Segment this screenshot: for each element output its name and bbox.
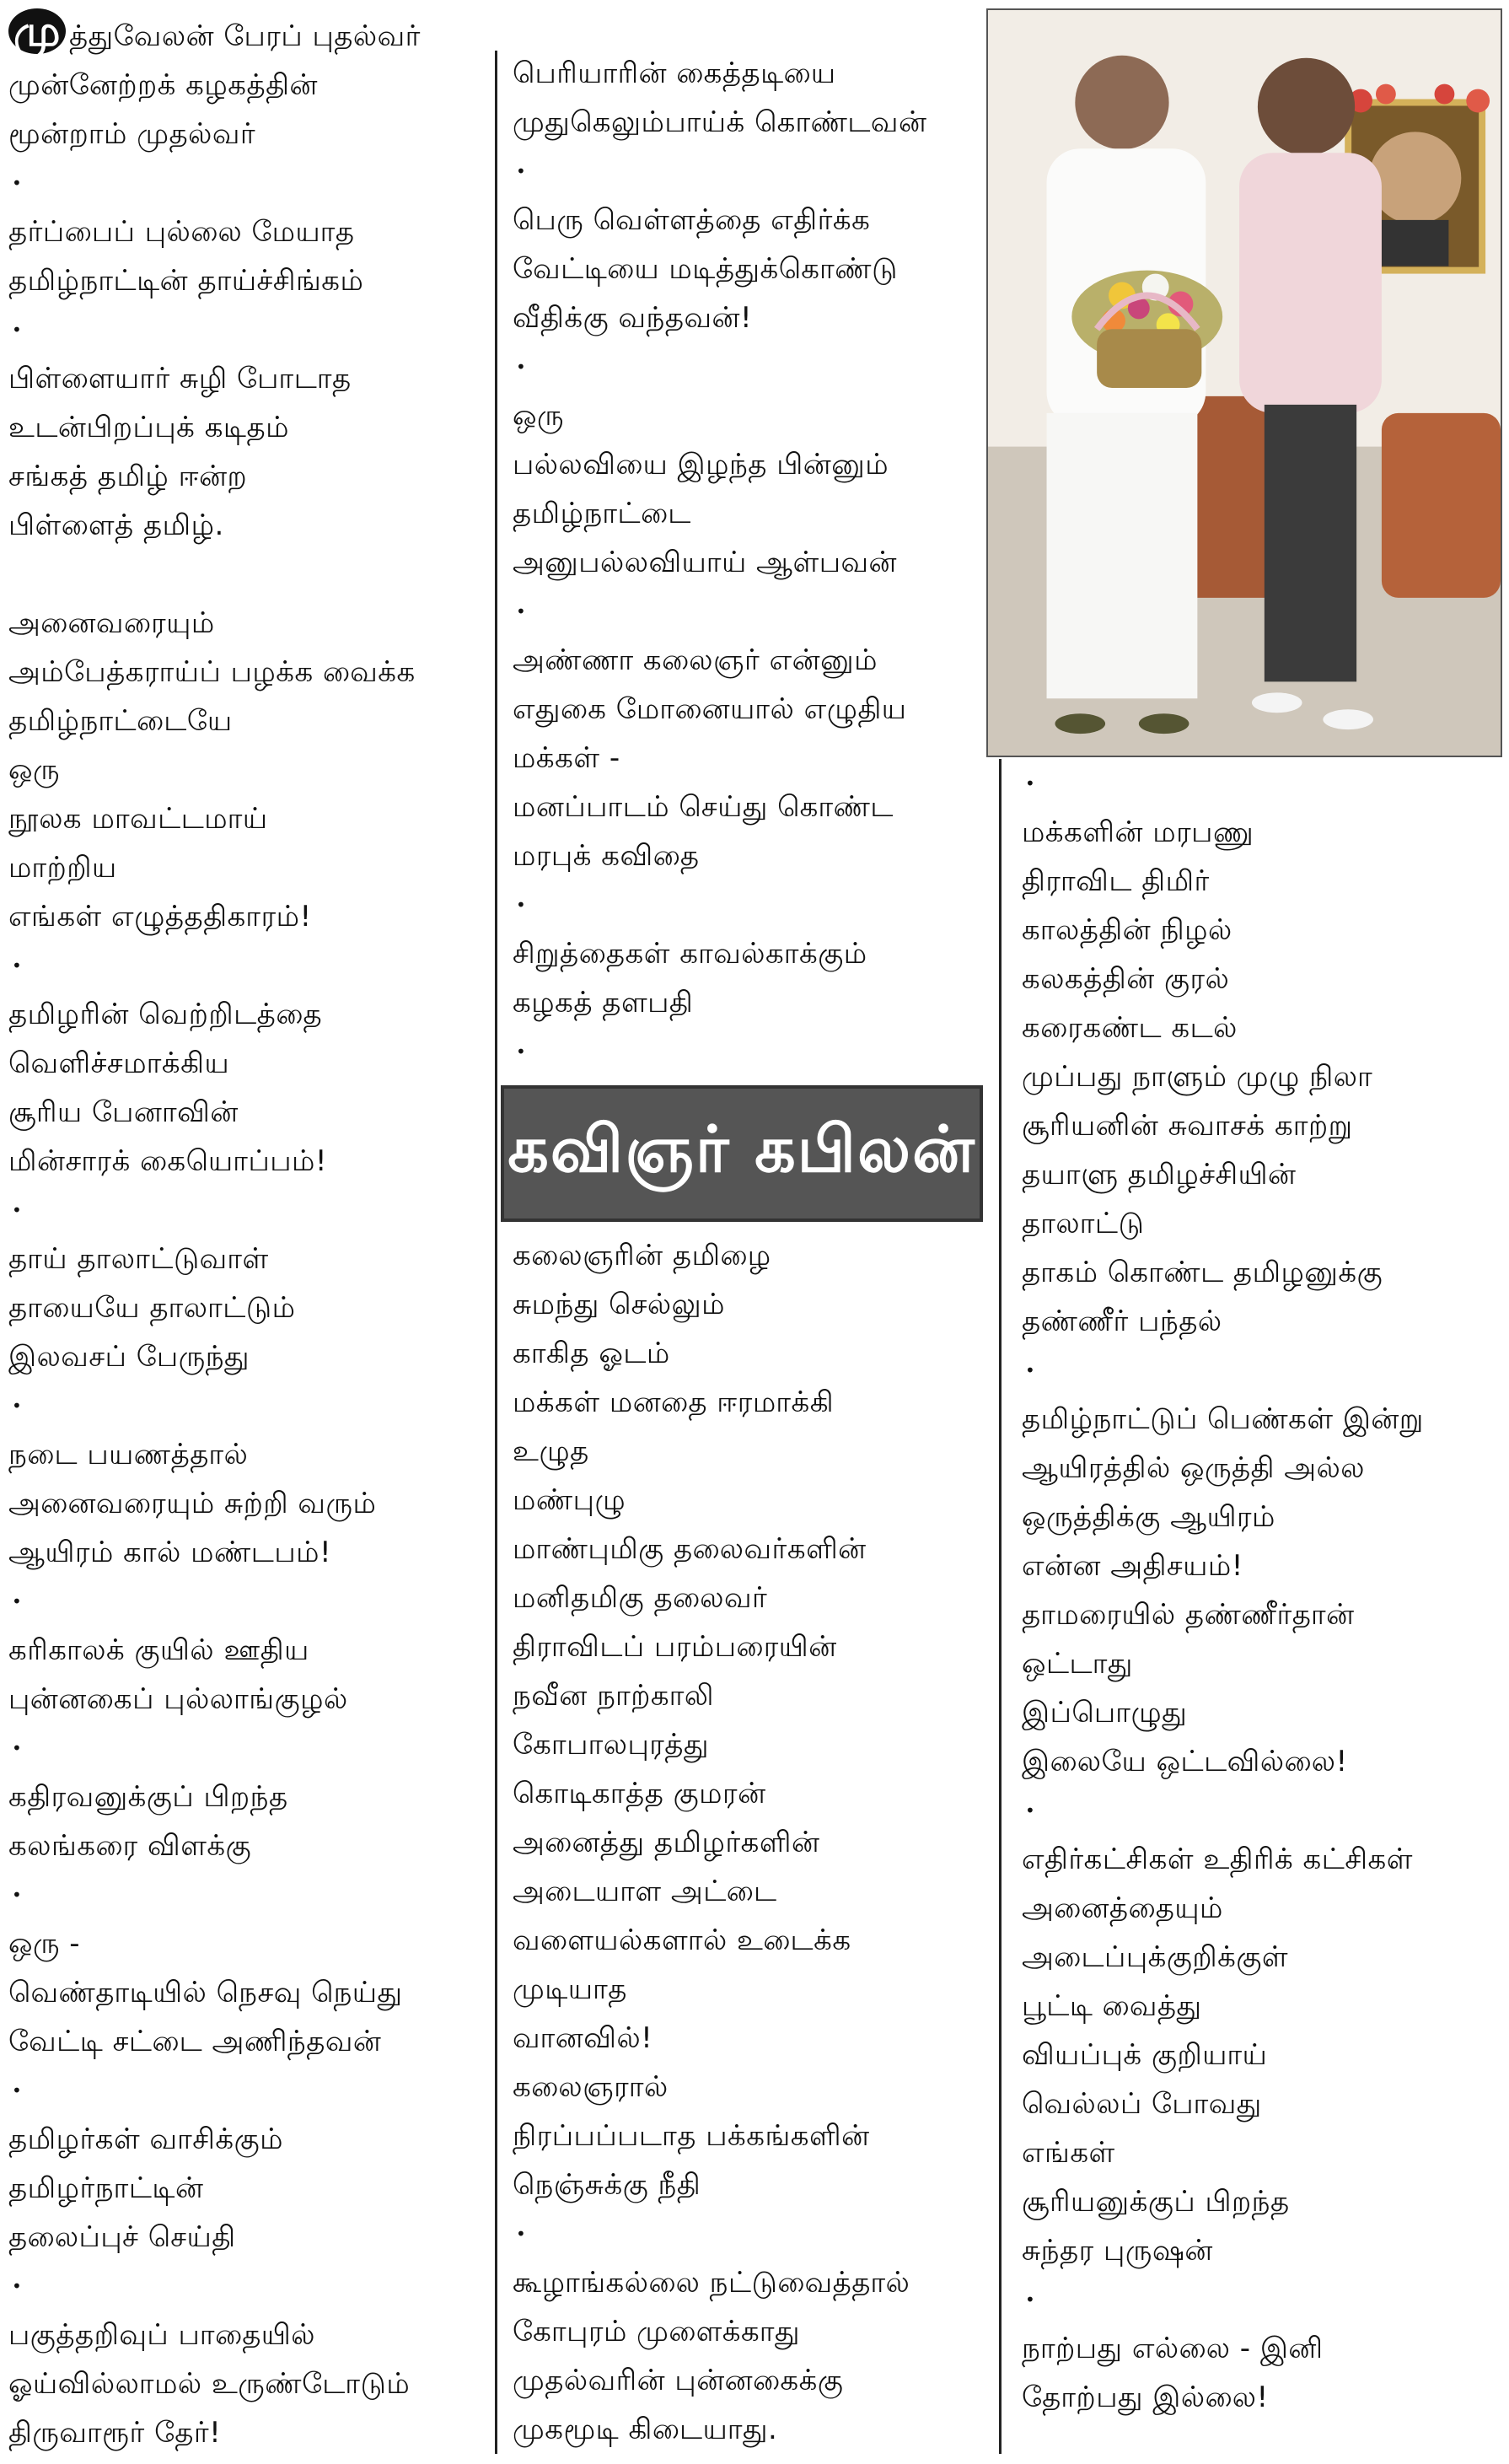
poem-line: வியப்புக் குறியாய் [1022, 2038, 1268, 2072]
poem-stanza [8, 1186, 481, 1381]
poem-line: தர்ப்பைப் புல்லை மேயாத [8, 215, 355, 249]
poet-byline-banner: கவிஞர் கபிலன் [501, 1085, 983, 1222]
poem-line: கொடிகாத்த குமரன் [513, 1777, 766, 1810]
poem-line: அனைவரையும் [8, 606, 215, 640]
poem-line: மரபுக் கவிதை [513, 839, 700, 873]
poem-line: சங்கத் தமிழ் ஈன்ற [8, 460, 248, 493]
poem-line: பூட்டி வைத்து [1022, 1989, 1202, 2023]
poem-line: மக்கள் - [513, 741, 620, 775]
poem-line: முடியாத [513, 1972, 627, 2006]
poem-line: திருவாரூர் தேர்! [8, 2416, 222, 2450]
poem-stanza [8, 159, 481, 305]
poem-line: ஆயிரம் கால் மண்டபம்! [8, 1536, 332, 1569]
poem-line: கரிகாலக் குயில் ஊதிய [8, 1633, 309, 1667]
poem-line: தண்ணீர் பந்தல் [1022, 1305, 1222, 1338]
poem-line: கோபாலபுரத்து [513, 1728, 709, 1762]
poem-line: திராவிடப் பரம்பரையின் [513, 1630, 837, 1664]
poem-line: காலத்தின் நிழல் [1022, 913, 1232, 947]
poem-line: அனைத்தையும் [1022, 1891, 1223, 1925]
poem-stanza [8, 2066, 481, 2262]
poem-line: நெஞ்சுக்கு நீதி [513, 2168, 701, 2202]
poem-line: பிள்ளைத் தமிழ். [8, 508, 224, 542]
poem-line: கோபுரம் முளைக்காது [513, 2315, 801, 2348]
poem-line: சிறுத்தைகள் காவல்காக்கும் [513, 937, 867, 971]
poem-line: எங்கள் எழுத்ததிகாரம்! [8, 900, 312, 933]
poem-line: சுந்தர புருஷன் [1022, 2234, 1213, 2268]
poem-line: நவீன நாற்காலி [513, 1679, 714, 1713]
poem-line: தோற்பது இல்லை! [1022, 2381, 1269, 2414]
poem-line [8, 8, 481, 61]
stanza-bullet: • [12, 1738, 22, 1758]
poem-line: மாற்றிய [8, 851, 117, 885]
poem-line: கலைஞரால் [513, 2070, 669, 2104]
stanza-bullet: • [516, 2224, 526, 2244]
poem-line: புன்னகைப் புல்லாங்குழல் [8, 1682, 348, 1716]
poem-stanza [8, 1577, 481, 1724]
poem-line: அனுபல்லவியாய் ஆள்பவன் [513, 546, 898, 579]
poem-line: பெரியாரின் கைத்தடியை [513, 56, 836, 90]
column-divider [495, 51, 497, 2454]
poem-line: வேட்டி சட்டை அணிந்தவன் [8, 2025, 382, 2058]
poem-line: பிள்ளையார் சுழி போடாத [8, 362, 352, 395]
stanza-bullet: • [516, 161, 526, 181]
poem-line: தமிழர்கள் வாசிக்கும் [8, 2122, 284, 2156]
poem-stanza [1022, 1786, 1502, 2275]
poem-stanza [8, 550, 481, 941]
stanza-bullet: • [12, 1885, 22, 1905]
poem-line: முன்னேற்றக் கழகத்தின் [8, 68, 319, 102]
poem-line: கழகத் தளபதி [513, 986, 694, 1019]
poem-line: தமிழ்நாட்டின் தாய்ச்சிங்கம் [8, 264, 364, 298]
poem-line: எதிர்கட்சிகள் உதிரிக் கட்சிகள் [1022, 1843, 1413, 1876]
poem-stanza [513, 147, 985, 342]
poem-stanza [8, 1870, 481, 2066]
poem-line: கலங்கரை விளக்கு [8, 1829, 252, 1863]
stanza-bullet: • [516, 357, 526, 377]
poem-stanza [1022, 759, 1502, 1346]
poem-line: மக்களின் மரபணு [1022, 815, 1254, 849]
poem-line: தாமரையில் தண்ணீர்தான் [1022, 1598, 1355, 1632]
poem-line: பெரு வெள்ளத்தை எதிர்க்க [513, 203, 871, 237]
stanza-bullet: • [12, 1591, 22, 1611]
poem-line: அம்பேத்கராய்ப் பழக்க வைக்க [8, 655, 416, 689]
poem-line: கலைஞரின் தமிழை [513, 1239, 771, 1272]
poem-line: முப்பது நாளும் முழு நிலா [1022, 1060, 1373, 1094]
poem-line: என்ன அதிசயம்! [1022, 1549, 1243, 1583]
poem-line: நிரப்பப்படாத பக்கங்களின் [513, 2119, 870, 2153]
poem-line: ஒருத்திக்கு ஆயிரம் [1022, 1500, 1275, 1534]
stanza-bullet: • [12, 955, 22, 976]
poem-line: ஒரு [8, 753, 60, 787]
poem-line: சூரிய பேனாவின் [8, 1095, 239, 1129]
poem-line: அனைத்து தமிழர்களின் [513, 1826, 820, 1859]
stanza-bullet: • [516, 1041, 526, 1062]
poem-line: அண்ணா கலைஞர் என்னும் [513, 643, 878, 677]
poem-line: நூலக மாவட்டமாய் [8, 802, 268, 836]
poem-line: வேட்டியை மடித்துக்கொண்டு [513, 252, 898, 286]
poem-line: முகமூடி கிடையாது. [513, 2413, 778, 2446]
poem-stanza [8, 1381, 481, 1577]
poem-line: தாலாட்டு [1022, 1207, 1145, 1240]
poem-line: வீதிக்கு வந்தவன்! [513, 301, 753, 335]
poem-line: தமிழர்நாட்டின் [8, 2171, 204, 2205]
stanza-gap [8, 550, 481, 599]
photo-chief-minister-greeting-poet [986, 8, 1502, 757]
poem-stanza [8, 1724, 481, 1870]
stanza-bullet: • [12, 1396, 22, 1416]
poem-stanza [8, 2262, 481, 2457]
stanza-bullet: • [12, 1200, 22, 1220]
poem-line: கரைகண்ட கடல் [1022, 1011, 1238, 1045]
poem-line: இப்பொழுது [1022, 1696, 1188, 1730]
poem-line: ஒரு - [8, 1927, 81, 1961]
poem-line: கதிரவனுக்குப் பிறந்த [8, 1780, 288, 1814]
poem-line: நாற்பது எல்லை - இனி [1022, 2332, 1324, 2365]
poem-line: தயாளு தமிழச்சியின் [1022, 1158, 1297, 1192]
poem-line: வெளிச்சமாக்கிய [8, 1046, 230, 1080]
poem-line: முதல்வரின் புன்னகைக்கு [513, 2364, 844, 2397]
stanza-bullet: • [1025, 1800, 1035, 1821]
poem-line: சூரியனுக்குப் பிறந்த [1022, 2185, 1290, 2219]
poem-line: உடன்பிறப்புக் கடிதம் [8, 411, 290, 444]
stanza-bullet: • [1025, 1360, 1035, 1380]
poem-stanza [1022, 2275, 1502, 2422]
poem-stanza [8, 941, 481, 1186]
poem-line: தலைப்புச் செய்தி [8, 2220, 236, 2254]
poem-line: காகித ஓடம் [513, 1337, 670, 1370]
poem-line: மனிதமிகு தலைவர் [513, 1581, 768, 1615]
poem-stanza [513, 49, 985, 147]
poem-line: அடையாள அட்டை [513, 1875, 777, 1908]
column-divider [999, 759, 1002, 2454]
poem-line: அனைவரையும் சுற்றி வரும் [8, 1487, 377, 1520]
poem-line: ஒட்டாது [1022, 1647, 1133, 1681]
poem-stanza [513, 880, 985, 1027]
poem-line: எதுகை மோனையால் எழுதிய [513, 692, 907, 726]
poem-line: மாண்புமிகு தலைவர்களின் [513, 1532, 867, 1566]
poem-line: இலவசப் பேருந்து [8, 1340, 250, 1374]
poem-line-text: த்துவேலன் பேரப் புதல்வர் [69, 19, 421, 53]
poem-column-2-continued [513, 1231, 910, 2454]
poem-line: மக்கள் மனதை ஈரமாக்கி [513, 1385, 835, 1419]
stanza-bullet: • [12, 320, 22, 340]
poem-line: மின்சாரக் கையொப்பம்! [8, 1144, 328, 1178]
poem-stanza [513, 1027, 985, 1076]
poem-line: பல்லவியை இழந்த பின்னும் [513, 448, 889, 482]
poem-line: தாகம் கொண்ட தமிழனுக்கு [1022, 1256, 1383, 1289]
poem-line: கலகத்தின் குரல் [1022, 962, 1230, 996]
poem-line: வெண்தாடியில் நெசவு நெய்து [8, 1976, 403, 2009]
poem-line: தமிழ்நாட்டுப் பெண்கள் இன்று [1022, 1402, 1424, 1436]
poem-stanza [1022, 1346, 1502, 1786]
poem-line: எங்கள் [1022, 2136, 1115, 2170]
poem-stanza [513, 587, 985, 880]
poem-line: நடை பயணத்தால் [8, 1438, 249, 1471]
poem-line: ஓய்வில்லாமல் உருண்டோடும் [8, 2367, 411, 2401]
poem-line: அடைப்புக்குறிக்குள் [1022, 1940, 1289, 1974]
poem-line: ஆயிரத்தில் ஒருத்தி அல்ல [1022, 1451, 1366, 1485]
poem-line: திராவிட திமிர் [1022, 864, 1210, 898]
stanza-bullet: • [516, 895, 526, 915]
poem-line: மண்புழு [513, 1483, 626, 1517]
stanza-bullet: • [1025, 2289, 1035, 2310]
poem-line: வளையல்களால் உடைக்க [513, 1923, 851, 1957]
drop-cap: மு [8, 8, 66, 54]
poem-column-1 [8, 0, 481, 2457]
stanza-bullet: • [12, 2276, 22, 2296]
poem-stanza [513, 2209, 910, 2454]
poem-line: தமிழரின் வெற்றிடத்தை [8, 998, 323, 1031]
stanza-bullet: • [516, 601, 526, 621]
poem-line: இலையே ஒட்டவில்லை! [1022, 1745, 1348, 1778]
poem-line: உழுத [513, 1434, 589, 1468]
poem-line: தாயையே தாலாட்டும் [8, 1291, 296, 1325]
poem-line: மனப்பாடம் செய்து கொண்ட [513, 790, 894, 824]
poem-stanza [8, 305, 481, 550]
poem-line: வெல்லப் போவது [1022, 2087, 1262, 2121]
poem-line: கூழாங்கல்லை நட்டுவைத்தால் [513, 2266, 910, 2300]
photo-illustration [988, 10, 1501, 756]
poem-line: சுமந்து செல்லும் [513, 1288, 726, 1321]
poem-line: தமிழ்நாட்டை [513, 497, 691, 530]
poem-stanza [8, 8, 481, 159]
poem-line: மூன்றாம் முதல்வர் [8, 117, 256, 151]
poem-stanza [513, 1231, 910, 2209]
poem-stanza [513, 342, 985, 587]
poem-line: சூரியனின் சுவாசக் காற்று [1022, 1109, 1353, 1143]
poem-line: ஒரு [513, 399, 564, 433]
stanza-bullet: • [12, 173, 22, 193]
poem-line: பகுத்தறிவுப் பாதையில் [8, 2318, 316, 2352]
poem-line: தாய் தாலாட்டுவாள் [8, 1242, 269, 1276]
poem-line: முதுகெலும்பாய்க் கொண்டவன் [513, 105, 927, 139]
stanza-bullet: • [12, 2080, 22, 2101]
poem-line: வானவில்! [513, 2021, 653, 2055]
poem-line: தமிழ்நாட்டையே [8, 704, 233, 738]
stanza-bullet: • [1025, 773, 1035, 794]
